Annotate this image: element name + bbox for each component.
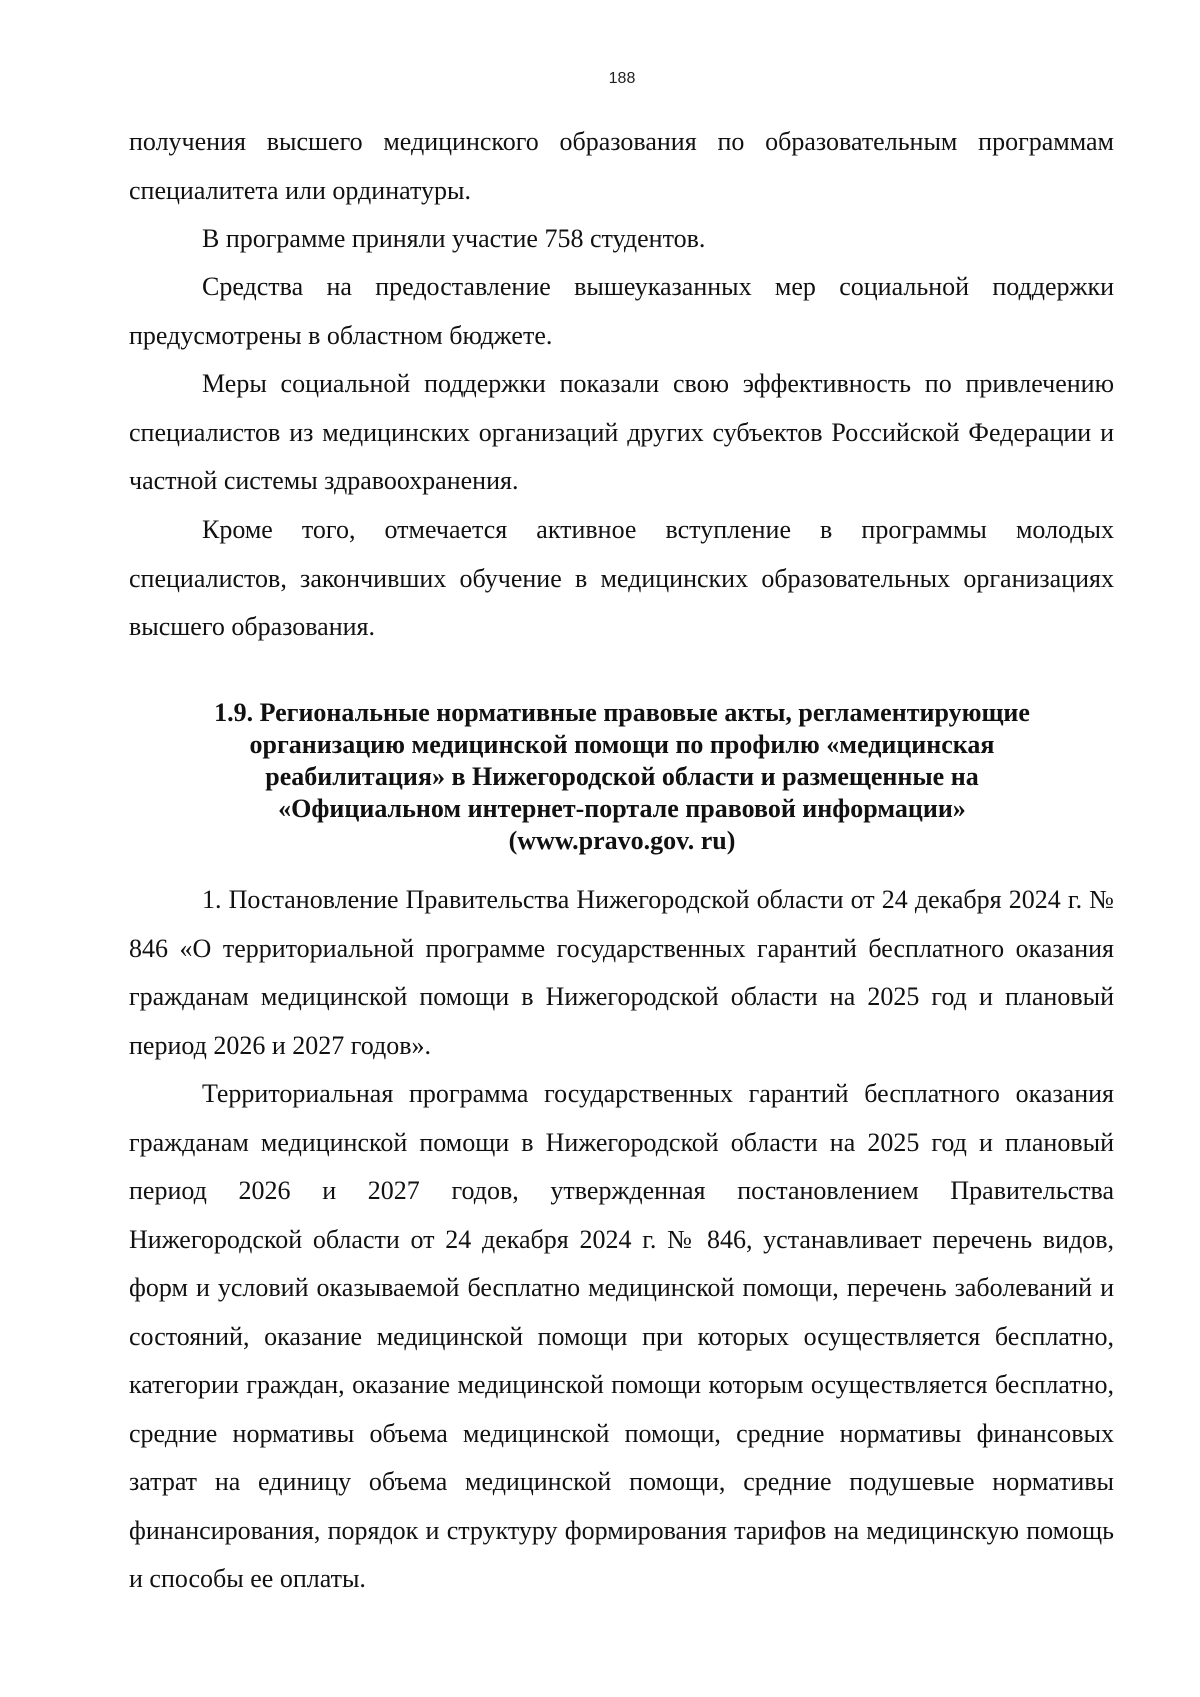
- page-number: 188: [608, 70, 636, 87]
- paragraph-continuation: получения высшего медицинского образования по образовательным программам специалитета или ординатуры.: [129, 127, 1114, 205]
- section-heading-line: 1.9. Региональные нормативные правовые акты, регламентирующие: [214, 698, 1030, 727]
- section-heading-line: реабилитация» в Нижегородской области и размещенные на: [265, 762, 979, 791]
- section-heading-line: (www.pravo.gov. ru): [508, 826, 736, 855]
- paragraph-participants: В программе приняли участие 758 студентов.: [202, 224, 706, 253]
- paragraph-effectiveness: Меры социальной поддержки показали свою эффективность по привлечению специалистов из медицинских организаций других субъектов Российской Федерации и частной системы здравоохранения.: [129, 369, 1114, 495]
- section-heading-line: организацию медицинской помощи по профилю «медицинская: [249, 730, 995, 759]
- paragraph-decree: 1. Постановление Правительства Нижегородской области от 24 декабря 2024 г. № 846 «О территориальной программе государственных гарантий бесплатного оказания гражданам медицинской помощи в Нижегородской области на 2025 год и плановый период 2026 и 2027 годов».: [129, 885, 1114, 1060]
- paragraph-young-specialists: Кроме того, отмечается активное вступление в программы молодых специалистов, закончивших обучение в медицинских образовательных организациях высшего образования.: [129, 515, 1114, 641]
- paragraph-funding: Средства на предоставление вышеуказанных мер социальной поддержки предусмотрены в областном бюджете.: [129, 272, 1114, 350]
- section-heading: [150, 697, 1094, 857]
- section-heading-line: «Официальном интернет-портале правовой информации»: [278, 794, 966, 823]
- paragraph-territorial-program: Территориальная программа государственных гарантий бесплатного оказания гражданам медицинской помощи в Нижегородской области на 2025 год и плановый период 2026 и 2027 годов, утвержденная постановлением Правительства Нижегородской области от 24 декабря 2024 г. № 846, устанавливает перечень видов, форм и условий оказываемой бесплатно медицинской помощи, перечень заболеваний и состояний, оказание медицинской помощи при которых осуществляется бесплатно, категории граждан, оказание медицинской помощи которым осуществляется бесплатно, средние нормативы объема медицинской помощи, средние нормативы финансовых затрат на единицу объема медицинской помощи, средние подушевые нормативы финансирования, порядок и структуру формирования тарифов на медицинскую помощь и способы ее оплаты.: [129, 1079, 1114, 1593]
